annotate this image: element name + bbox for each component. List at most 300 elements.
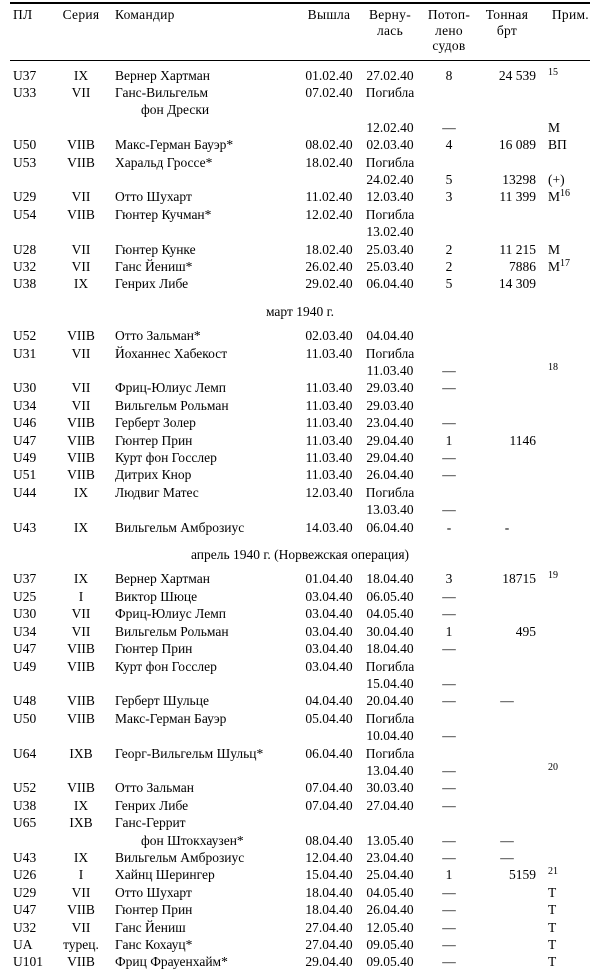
cell-seriya: VIIB: [67, 641, 95, 657]
cell-prim: $М^{17}$: [548, 257, 571, 274]
cell-pl: U29: [13, 189, 37, 205]
cell-pl: U47: [13, 902, 37, 918]
cell-vyshla: 11.03.40: [305, 345, 353, 361]
cell-prim: [538, 519, 590, 536]
cell-komandir: фон Штокхаузен*: [141, 832, 244, 848]
table-row: [10, 710, 590, 727]
cell-vernulas: 23.04.40: [366, 849, 414, 865]
cell-tonnazh: —: [500, 832, 514, 848]
cell-komandir: Ганс-Вильгельм: [115, 84, 209, 100]
cell-prim: [538, 501, 590, 518]
cell-vyshla: 04.04.40: [305, 693, 353, 709]
cell-komandir: Герберт Золер: [115, 415, 196, 431]
cell-potopleno: —: [442, 675, 456, 691]
cell-vyshla: 11.03.40: [305, 380, 353, 396]
cell-komandir: Вильгельм Амброзиус: [115, 519, 245, 535]
footnote-ref: 16: [560, 188, 571, 200]
cell-vernulas: 27.02.40: [366, 67, 414, 83]
cell-vernulas: 23.04.40: [366, 415, 414, 431]
cell-pl: U54: [13, 206, 37, 222]
cell-pl: U34: [13, 397, 37, 413]
cell-vyshla: 07.04.40: [305, 780, 353, 796]
cell-komandir: Вильгельм Рольман: [115, 397, 229, 413]
cell-prim: [538, 745, 590, 762]
cell-tonnazh: -: [504, 519, 510, 535]
table-row: [10, 327, 590, 344]
cell-potopleno: [422, 206, 476, 223]
cell-prim: [538, 449, 590, 466]
cell-komandir: Герберт Шульце: [115, 693, 209, 709]
cell-pl: [10, 119, 50, 136]
cell-vernulas: 25.03.40: [366, 258, 414, 274]
column-header-potopleno: [422, 7, 476, 54]
cell-potopleno: [422, 484, 476, 501]
cell-komandir: Вильгельм Рольман: [115, 623, 229, 639]
cell-komandir: Йоханнес Хабекост: [115, 345, 228, 361]
table-row: [10, 345, 590, 362]
cell-vernulas: 15.04.40: [366, 675, 414, 691]
cell-vernulas: [358, 814, 422, 831]
cell-komandir: Ганс-Геррит: [115, 815, 186, 831]
cell-tonnazh: [476, 901, 538, 918]
cell-prim: [538, 345, 590, 362]
table-row: [10, 866, 590, 883]
cell-tonnazh: [476, 710, 538, 727]
cell-prim: [538, 484, 590, 501]
cell-vernulas: 26.04.40: [366, 902, 414, 918]
cell-tonnazh: —: [500, 693, 514, 709]
table-row: [10, 814, 590, 831]
cell-komandir: [112, 675, 300, 692]
cell-prim: Т: [548, 954, 557, 969]
cell-vernulas: 24.02.40: [366, 171, 414, 187]
cell-komandir: Ганс Йениш*: [115, 258, 193, 274]
cell-vernulas: 02.03.40: [366, 137, 414, 153]
cell-potopleno: —: [442, 797, 456, 813]
cell-prim: [538, 797, 590, 814]
cell-pl: [10, 762, 50, 779]
cell-potopleno: 1: [445, 623, 453, 639]
cell-pl: U44: [13, 484, 37, 500]
cell-potopleno: —: [442, 693, 456, 709]
cell-tonnazh: [476, 919, 538, 936]
cell-komandir: [112, 223, 300, 240]
cell-prim: [538, 67, 590, 84]
cell-vyshla: 11.03.40: [305, 432, 353, 448]
cell-pl: U43: [13, 519, 37, 535]
cell-vyshla: [300, 362, 358, 379]
cell-komandir: [112, 362, 300, 379]
cell-seriya: VII: [71, 606, 91, 622]
cell-prim: [538, 658, 590, 675]
cell-vernulas: 04.04.40: [366, 328, 414, 344]
table-row: [10, 953, 590, 969]
cell-vyshla: 08.04.40: [305, 832, 353, 848]
cell-vyshla: 26.02.40: [305, 258, 353, 274]
table-row: [10, 588, 590, 605]
table-row: [10, 275, 590, 292]
cell-vyshla: 18.02.40: [305, 241, 353, 257]
cell-tonnazh: 16 089: [498, 137, 536, 153]
cell-prim: М: [548, 241, 561, 257]
cell-prim: [538, 849, 590, 866]
footnote-ref: 15: [548, 66, 558, 78]
cell-pl: U52: [13, 780, 37, 796]
footnote-ref: 20: [548, 761, 558, 773]
cell-prim: М: [548, 119, 561, 135]
cell-pl: U38: [13, 276, 37, 292]
cell-seriya: VIIB: [67, 328, 95, 344]
table-row: [10, 570, 590, 587]
cell-potopleno: [422, 345, 476, 362]
cell-seriya: VIIB: [67, 137, 95, 153]
cell-vyshla: [300, 762, 358, 779]
cell-seriya: VII: [71, 884, 91, 900]
cell-tonnazh: [476, 484, 538, 501]
cell-potopleno: 8: [445, 67, 453, 83]
cell-vernulas: 29.04.40: [366, 432, 414, 448]
cell-pl: U65: [13, 815, 37, 831]
cell-vernulas: Погибла: [365, 658, 415, 674]
cell-pl: U29: [13, 884, 37, 900]
cell-pl: U34: [13, 623, 37, 639]
cell-vernulas: 18.04.40: [366, 641, 414, 657]
cell-komandir: [112, 171, 300, 188]
cell-vyshla: [300, 101, 358, 118]
cell-prim: [538, 84, 590, 101]
cell-vyshla: [300, 727, 358, 744]
cell-pl: [10, 223, 50, 240]
table-row: [10, 136, 590, 153]
column-header-label: лено: [435, 22, 463, 38]
cell-prim: [538, 692, 590, 709]
cell-vyshla: 29.04.40: [305, 954, 353, 969]
cell-prim: [538, 327, 590, 344]
cell-vyshla: 18.04.40: [305, 902, 353, 918]
cell-tonnazh: [476, 206, 538, 223]
cell-vernulas: Погибла: [365, 206, 415, 222]
cell-pl: U47: [13, 432, 37, 448]
cell-tonnazh: [476, 814, 538, 831]
cell-potopleno: —: [442, 450, 456, 466]
table-row: [10, 884, 590, 901]
cell-seriya: VIIB: [67, 450, 95, 466]
column-header-komandir: [112, 7, 300, 54]
cell-seriya: IXB: [69, 745, 93, 761]
cell-vyshla: [300, 223, 358, 240]
cell-vernulas: [358, 101, 422, 118]
cell-pl: U48: [13, 693, 37, 709]
table-row: [10, 501, 590, 518]
cell-seriya: [50, 119, 112, 136]
cell-tonnazh: 11 399: [499, 189, 536, 205]
table-row: [10, 241, 590, 258]
cell-prim: [538, 710, 590, 727]
cell-vernulas: 20.04.40: [366, 693, 414, 709]
cell-tonnazh: [476, 953, 538, 969]
table-row: [10, 101, 590, 118]
cell-komandir: фон Дрески: [141, 102, 210, 118]
cell-vyshla: 03.04.40: [305, 588, 353, 604]
cell-seriya: IXB: [69, 815, 93, 831]
cell-pl: [10, 171, 50, 188]
cell-komandir: [112, 727, 300, 744]
cell-tonnazh: 14 309: [498, 276, 536, 292]
cell-prim: [538, 379, 590, 396]
cell-vyshla: 11.03.40: [305, 450, 353, 466]
cell-potopleno: [422, 397, 476, 414]
cell-seriya: VII: [71, 623, 91, 639]
cell-tonnazh: [476, 745, 538, 762]
cell-pl: U46: [13, 415, 37, 431]
cell-komandir: [112, 119, 300, 136]
cell-pl: [10, 727, 50, 744]
table-row: [10, 84, 590, 101]
section-heading: апрель 1940 г. (Норвежская операция): [190, 547, 410, 563]
cell-vyshla: [300, 171, 358, 188]
cell-prim: [538, 675, 590, 692]
cell-potopleno: —: [442, 937, 456, 952]
cell-prim: [538, 866, 590, 883]
cell-potopleno: [422, 814, 476, 831]
table-row: [10, 414, 590, 431]
cell-seriya: VII: [71, 380, 91, 396]
cell-pl: U31: [13, 345, 37, 361]
cell-seriya: IX: [73, 571, 89, 587]
cell-tonnazh: [476, 84, 538, 101]
cell-vernulas: Погибла: [365, 345, 415, 361]
table-row: [10, 745, 590, 762]
cell-vernulas: 29.03.40: [366, 397, 414, 413]
cell-komandir: Виктор Шюце: [115, 588, 198, 604]
cell-vyshla: 18.02.40: [305, 154, 353, 170]
cell-vernulas: 29.04.40: [366, 450, 414, 466]
cell-seriya: VII: [71, 345, 91, 361]
cell-potopleno: 5: [445, 276, 453, 292]
cell-tonnazh: [476, 466, 538, 483]
cell-seriya: IX: [73, 67, 89, 83]
cell-vernulas: 09.05.40: [366, 937, 414, 952]
cell-potopleno: 5: [445, 171, 453, 187]
cell-komandir: Хайнц Шерингер: [115, 867, 215, 883]
cell-vernulas: 27.04.40: [366, 797, 414, 813]
column-header-label: Вышла: [307, 7, 351, 22]
cell-tonnazh: [476, 414, 538, 431]
footnote-ref: 19: [548, 570, 558, 582]
cell-prim: [538, 397, 590, 414]
cell-vernulas: 12.05.40: [366, 919, 414, 935]
cell-vyshla: 07.02.40: [305, 84, 353, 100]
cell-seriya: VIIB: [67, 902, 95, 918]
cell-pl: U26: [13, 867, 37, 883]
cell-tonnazh: [476, 119, 538, 136]
table-row: [10, 779, 590, 796]
cell-potopleno: 3: [445, 189, 453, 205]
cell-potopleno: —: [442, 363, 456, 378]
cell-pl: UA: [13, 937, 33, 952]
cell-komandir: Фриц-Юлиус Лемп: [115, 380, 226, 396]
cell-vernulas: Погибла: [365, 710, 415, 726]
cell-seriya: VII: [71, 258, 91, 274]
cell-tonnazh: 7886: [509, 258, 536, 274]
cell-vernulas: 29.03.40: [366, 380, 414, 396]
cell-pl: U28: [13, 241, 37, 257]
cell-vernulas: 04.05.40: [366, 606, 414, 622]
table-body: [10, 61, 590, 969]
table-row: [10, 449, 590, 466]
column-header-label: судов: [432, 38, 466, 53]
cell-vernulas: 10.04.40: [366, 728, 414, 744]
cell-komandir: Генрих Либе: [115, 797, 189, 813]
cell-tonnazh: 5159: [509, 867, 536, 883]
cell-seriya: VIIB: [67, 954, 95, 969]
cell-potopleno: -: [446, 519, 452, 535]
cell-vyshla: 12.04.40: [305, 849, 353, 865]
cell-vyshla: 03.04.40: [305, 606, 353, 622]
column-header-prim: [538, 7, 590, 54]
cell-komandir: Фриц-Юлиус Лемп: [115, 606, 226, 622]
cell-seriya: [50, 223, 112, 240]
cell-komandir: Гюнтер Кунке: [115, 241, 196, 257]
cell-potopleno: —: [442, 762, 456, 778]
cell-vyshla: 02.03.40: [305, 328, 353, 344]
cell-seriya: VIIB: [67, 693, 95, 709]
cell-seriya: VIIB: [67, 658, 95, 674]
cell-vyshla: 05.04.40: [305, 710, 353, 726]
cell-seriya: VIIB: [67, 415, 95, 431]
cell-komandir: Вернер Хартман: [115, 67, 210, 83]
cell-prim: [538, 814, 590, 831]
cell-pl: U49: [13, 658, 37, 674]
column-header-seriya: [50, 7, 112, 54]
cell-seriya: VIIB: [67, 154, 95, 170]
cell-prim: [538, 640, 590, 657]
cell-tonnazh: [476, 936, 538, 953]
cell-potopleno: 2: [445, 241, 453, 257]
cell-pl: U64: [13, 745, 37, 761]
cell-prim: [538, 432, 590, 449]
cell-seriya: I: [78, 867, 84, 883]
cell-tonnazh: [476, 449, 538, 466]
cell-potopleno: 1: [445, 867, 453, 883]
cell-komandir: Дитрих Кнор: [115, 467, 192, 483]
cell-vernulas: 13.02.40: [366, 224, 414, 240]
cell-potopleno: [422, 658, 476, 675]
cell-vernulas: Погибла: [365, 745, 415, 761]
cell-komandir: Курт фон Госслер: [115, 658, 217, 674]
cell-tonnazh: [476, 884, 538, 901]
cell-tonnazh: [476, 779, 538, 796]
cell-potopleno: —: [442, 728, 456, 744]
cell-tonnazh: [476, 605, 538, 622]
cell-vernulas: 30.03.40: [366, 780, 414, 796]
cell-potopleno: —: [442, 780, 456, 796]
table-row: [10, 605, 590, 622]
cell-potopleno: —: [442, 119, 456, 135]
cell-tonnazh: [476, 327, 538, 344]
cell-prim: [538, 832, 590, 849]
cell-pl: U52: [13, 328, 37, 344]
cell-prim: [538, 206, 590, 223]
cell-prim: [538, 588, 590, 605]
cell-pl: [10, 101, 50, 118]
cell-prim: [538, 727, 590, 744]
cell-pl: U30: [13, 606, 37, 622]
cell-potopleno: —: [442, 588, 456, 604]
table-row: [10, 466, 590, 483]
table-row: [10, 362, 590, 379]
cell-vernulas: 18.04.40: [366, 571, 414, 587]
cell-potopleno: [422, 710, 476, 727]
cell-tonnazh: 495: [515, 623, 536, 639]
cell-prim: [538, 466, 590, 483]
cell-tonnazh: [476, 640, 538, 657]
cell-tonnazh: [476, 797, 538, 814]
table-row: [10, 762, 590, 779]
cell-vernulas: 06.05.40: [366, 588, 414, 604]
cell-seriya: VIIB: [67, 432, 95, 448]
cell-tonnazh: [476, 101, 538, 118]
cell-pl: U38: [13, 797, 37, 813]
cell-seriya: турец.: [63, 937, 99, 952]
table-row: [10, 901, 590, 918]
cell-vernulas: 12.02.40: [366, 119, 414, 135]
column-header-label: лась: [376, 22, 404, 38]
table-row: [10, 623, 590, 640]
cell-vernulas: 13.03.40: [366, 502, 414, 518]
cell-vyshla: 08.02.40: [305, 137, 353, 153]
cell-seriya: [50, 762, 112, 779]
cell-vyshla: [300, 501, 358, 518]
cell-komandir: Отто Шухарт: [115, 884, 192, 900]
cell-vernulas: 12.03.40: [366, 189, 414, 205]
cell-seriya: [50, 675, 112, 692]
footnote-ref: 18: [548, 362, 558, 373]
cell-vernulas: 13.04.40: [366, 762, 414, 778]
cell-tonnazh: [476, 345, 538, 362]
column-header-label: брт: [496, 22, 518, 38]
cell-komandir: Харальд Гроссе*: [115, 154, 213, 170]
cell-potopleno: —: [442, 832, 456, 848]
cell-vyshla: 27.04.40: [305, 919, 353, 935]
cell-vyshla: 07.04.40: [305, 797, 353, 813]
cell-vyshla: 11.03.40: [305, 467, 353, 483]
cell-prim: [538, 605, 590, 622]
table-row: [10, 188, 590, 205]
column-header-label: Потоп-: [427, 7, 471, 22]
cell-seriya: [50, 727, 112, 744]
cell-pl: U50: [13, 710, 37, 726]
cell-seriya: VIIB: [67, 710, 95, 726]
cell-vyshla: 01.02.40: [305, 67, 353, 83]
cell-seriya: VIIB: [67, 467, 95, 483]
cell-prim: [538, 362, 590, 379]
cell-tonnazh: [476, 588, 538, 605]
cell-potopleno: 2: [445, 258, 453, 274]
table-row: [10, 692, 590, 709]
cell-tonnazh: 1146: [509, 432, 536, 448]
table-row: [10, 519, 590, 536]
table-row: [10, 658, 590, 675]
cell-vyshla: [300, 119, 358, 136]
cell-vyshla: 12.03.40: [305, 484, 353, 500]
column-header-label: Командир: [115, 7, 175, 22]
cell-pl: U25: [13, 588, 37, 604]
column-header-label: ПЛ: [13, 7, 33, 22]
cell-vernulas: 11.03.40: [366, 363, 414, 378]
cell-komandir: Макс-Герман Бауэр*: [115, 137, 234, 153]
cell-tonnazh: [476, 762, 538, 779]
